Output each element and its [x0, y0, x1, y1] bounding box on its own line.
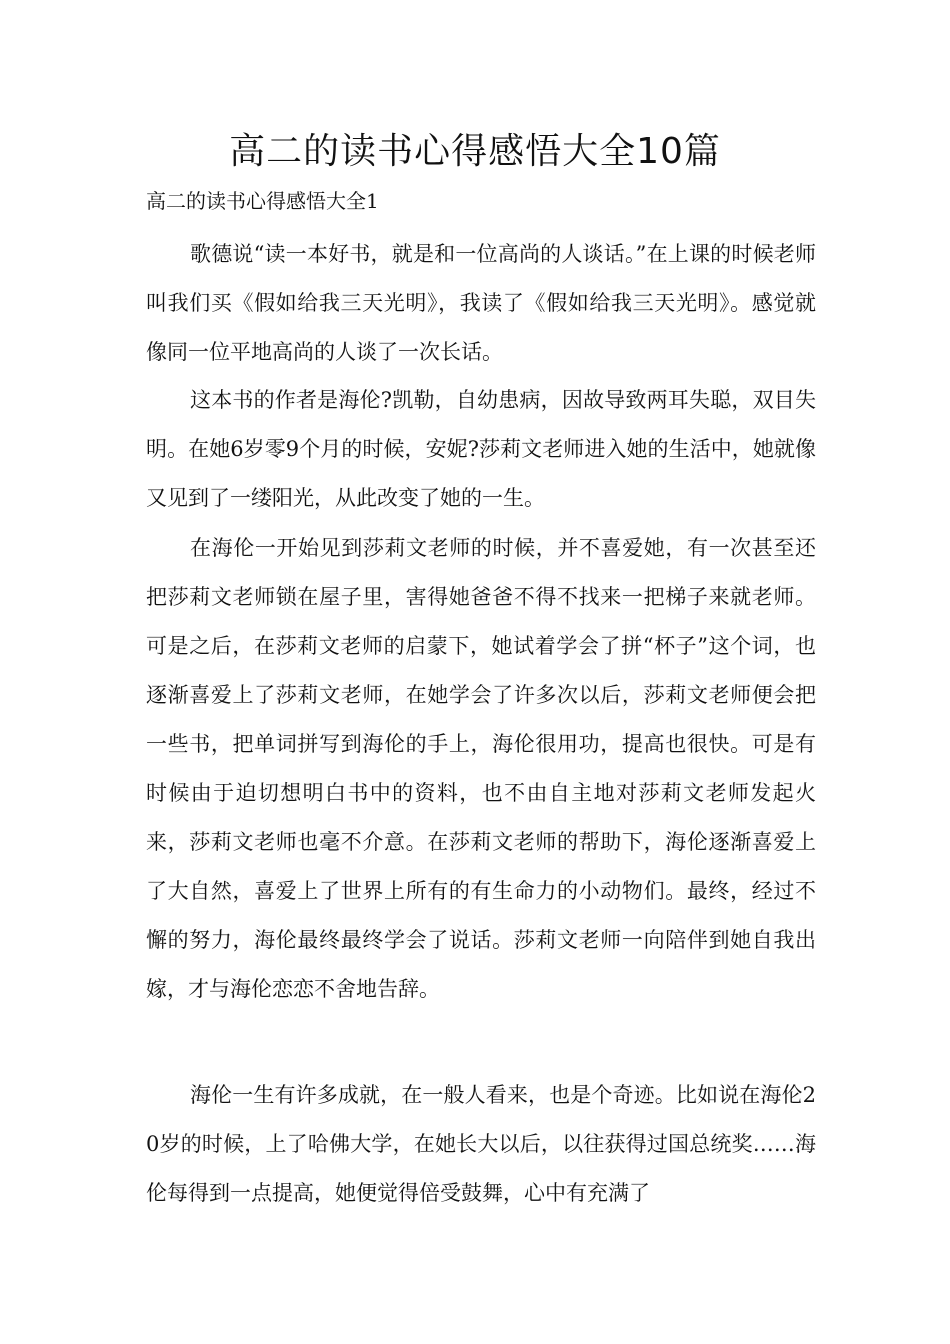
- paragraph: 在海伦一开始见到莎莉文老师的时候，并不喜爱她，有一次甚至还把莎莉文老师锁在屋子里，害得她爸爸不得不找来一把梯子来就老师。可是之后，在莎莉文老师的启蒙下，她试着学会了拼“杯子”这个词，也逐渐喜爱上了莎莉文老师，在她学会了许多次以后，莎莉文老师便会把一些书，把单词拼写到海伦的手上，海伦很用功，提高也很快。可是有时候由于迫切想明白书中的资料，也不由自主地对莎莉文老师发起火来，莎莉文老师也毫不介意。在莎莉文老师的帮助下，海伦逐渐喜爱上了大自然，喜爱上了世界上所有的有生命力的小动物们。最终，经过不懈的努力，海伦最终最终学会了说话。莎莉文老师一向陪伴到她自我出嫁，才与海伦恋恋不舍地告辞。: [146, 536, 816, 1001]
- paragraph: 这本书的作者是海伦?凯勒，自幼患病，因故导致两耳失聪，双目失明。在她6岁零9个月的时候，安妮?莎莉文老师进入她的生活中，她就像又见到了一缕阳光，从此改变了她的一生。: [146, 388, 816, 510]
- section-heading: 高二的读书心得感悟大全1: [146, 189, 379, 213]
- paragraph: 海伦一生有许多成就，在一般人看来，也是个奇迹。比如说在海伦20岁的时候，上了哈佛大学，在她长大以后，以往获得过国总统奖……海伦每得到一点提高，她便觉得倍受鼓舞，心中有充满了: [146, 1083, 816, 1205]
- document-title: 高二的读书心得感悟大全10篇: [229, 131, 721, 172]
- paragraph: 歌德说“读一本好书，就是和一位高尚的人谈话。”在上课的时候老师叫我们买《假如给我三天光明》，我读了《假如给我三天光明》。感觉就像同一位平地高尚的人谈了一次长话。: [146, 242, 816, 364]
